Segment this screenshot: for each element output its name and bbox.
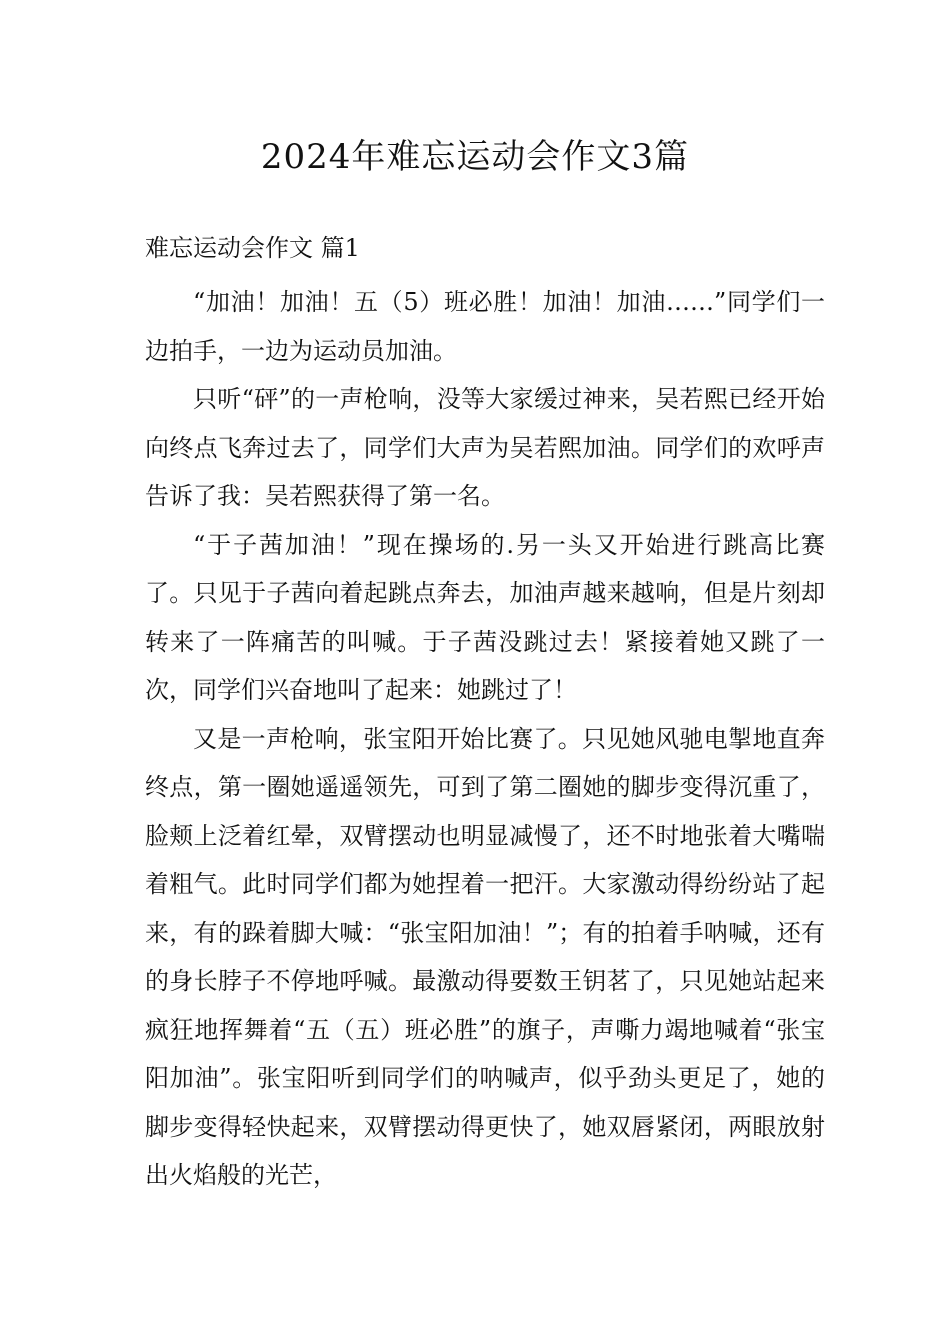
paragraph-3: “于子茜加油！”现在操场的.另一头又开始进行跳高比赛了。只见于子茜向着起跳点奔去，加油声越来越响，但是片刻却转来了一阵痛苦的叫喊。于子茜没跳过去！紧接着她又跳了一次，同学们兴奋地叫了起来：她跳过了！ (145, 530, 825, 704)
essay-body (145, 278, 825, 1200)
paragraph-2: 只听“砰”的一声枪响，没等大家缓过神来，吴若熙已经开始向终点飞奔过去了，同学们大声为吴若熙加油。同学们的欢呼声告诉了我：吴若熙获得了第一名。 (145, 385, 825, 510)
paragraph-1: “加油！加油！五（5）班必胜！加油！加油……”同学们一边拍手，一边为运动员加油。 (145, 288, 825, 365)
section-heading: 难忘运动会作文 篇1 (145, 234, 360, 262)
paragraph-4: 又是一声枪响，张宝阳开始比赛了。只见她风驰电掣地直奔终点，第一圈她遥遥领先，可到了第二圈她的脚步变得沉重了，脸颊上泛着红晕，双臂摆动也明显减慢了，还不时地张着大嘴喘着粗气。此时同学们都为她捏着一把汗。大家激动得纷纷站了起来，有的跺着脚大喊：“张宝阳加油！”；有的拍着手呐喊，还有的身长脖子不停地呼喊。最激动得要数王钥茗了，只见她站起来疯狂地挥舞着“五（五）班必胜”的旗子，声嘶力竭地喊着“张宝阳加油”。张宝阳听到同学们的呐喊声，似乎劲头更足了，她的脚步变得轻快起来，双臂摆动得更快了，她双唇紧闭，两眼放射出火焰般的光芒， (145, 724, 825, 1189)
document-title: 2024年难忘运动会作文3篇 (260, 137, 690, 177)
